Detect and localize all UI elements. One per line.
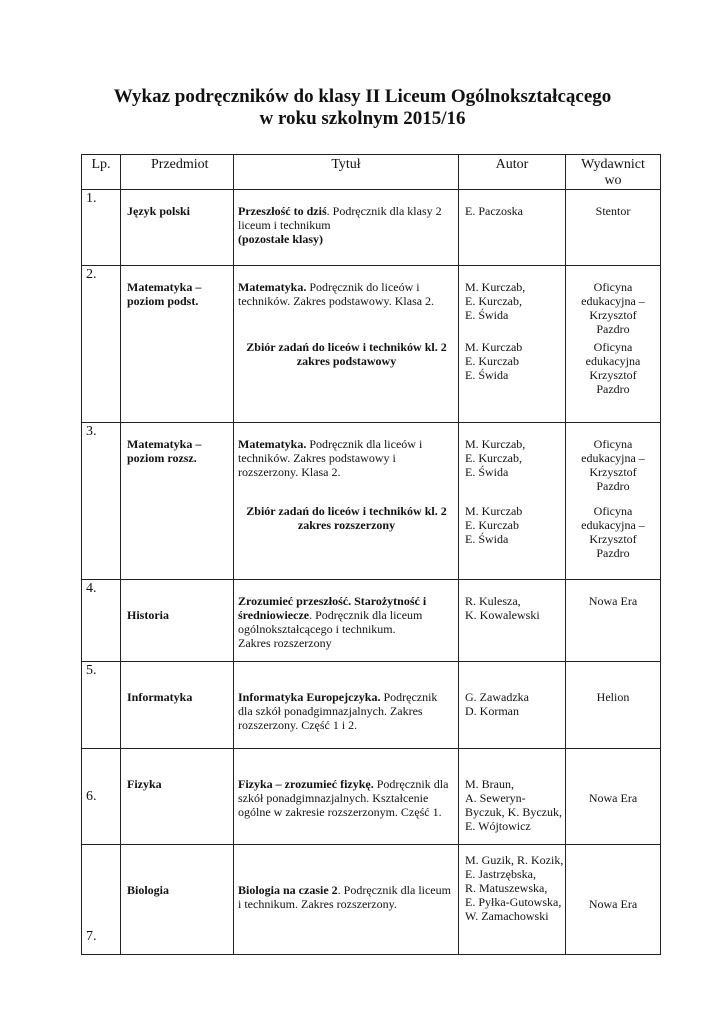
row-title <box>234 580 459 662</box>
book-description: Podręcznik dla liceów i techników. Zakres podstawowy i rozszerzony. Klasa 2. <box>238 437 423 479</box>
title-line-2: w roku szkolnym 2015/16 <box>259 108 466 129</box>
table-row <box>82 423 661 580</box>
row-subject: Biologia <box>121 845 234 955</box>
row-title <box>234 749 459 845</box>
book-note: (pozostałe klasy) <box>238 232 323 246</box>
row-publisher: Nowa Era <box>566 845 661 955</box>
table-row <box>82 662 661 749</box>
textbook-table <box>81 154 661 955</box>
title-line-1: Wykaz podręczników do klasy II Liceum Ogólnokształcącego <box>113 86 612 107</box>
book-title: Zrozumieć przeszłość. Starożytność i średniowiecze <box>238 594 427 622</box>
row-publisher <box>566 266 661 423</box>
row-publisher <box>566 423 661 580</box>
book-title: Przeszłość to dziś <box>238 204 327 218</box>
table-row <box>82 266 661 423</box>
row-number: 5. <box>82 662 121 749</box>
exercise-book-title: Zbiór zadań do liceów i techników kl. 2 zakres rozszerzony <box>246 504 447 532</box>
table-row <box>82 845 661 955</box>
row-number: 6. <box>82 749 121 845</box>
row-publisher: Nowa Era <box>566 580 661 662</box>
author-exercise: M. Kurczab E. Kurczab E. Świda <box>465 340 523 382</box>
row-title <box>234 845 459 955</box>
row-publisher: Helion <box>566 662 661 749</box>
table-row <box>82 749 661 845</box>
document-title <box>0 86 725 130</box>
book-description: Podręcznik dla szkół ponadgimnazjalnych. Kształcenie ogólne w zakresie rozszerzonym. Część 1. <box>238 777 449 819</box>
book-description: . Podręcznik dla liceum ogólnokształcącego i technikum. Zakres rozszerzony <box>238 608 423 650</box>
book-title: Fizyka – zrozumieć fizykę. <box>238 777 374 791</box>
publisher-main: Oficyna edukacyjna – Krzysztof Pazdro <box>581 280 645 336</box>
book-description: Podręcznik do liceów i techników. Zakres podstawowy. Klasa 2. <box>238 280 435 308</box>
row-subject: Fizyka <box>121 749 234 845</box>
book-title: Informatyka Europejczyka. <box>238 690 381 704</box>
row-number: 3. <box>82 423 121 580</box>
author-exercise: M. Kurczab E. Kurczab E. Świda <box>465 504 523 546</box>
header-subject: Przedmiot <box>121 155 234 190</box>
row-subject: Matematyka – poziom podst. <box>121 266 234 423</box>
row-author <box>459 266 566 423</box>
row-author: M. Guzik, R. Kozik, E. Jastrzębska, R. Matuszewska, E. Pyłka-Gutowska, W. Zamachowski <box>459 845 566 955</box>
publisher-main: Oficyna edukacyjna – Krzysztof Pazdro <box>581 437 645 493</box>
row-title <box>234 266 459 423</box>
row-number: 1. <box>82 190 121 266</box>
book-description: Podręcznik dla szkół ponadgimnazjalnych. Zakres rozszerzony. Część 1 i 2. <box>238 690 438 732</box>
row-number: 4. <box>82 580 121 662</box>
row-author: M. Braun, A. Seweryn- Byczuk, K. Byczuk, E. Wójtowicz <box>459 749 566 845</box>
header-lp: Lp. <box>82 155 121 190</box>
header-author: Autor <box>459 155 566 190</box>
row-publisher: Stentor <box>566 190 661 266</box>
header-row <box>82 155 661 190</box>
row-subject: Matematyka – poziom rozsz. <box>121 423 234 580</box>
book-title: Biologia na czasie 2 <box>238 883 338 897</box>
exercise-book-title: Zbiór zadań do liceów i techników kl. 2 zakres podstawowy <box>246 340 447 368</box>
book-description: . Podręcznik dla klasy 2 liceum i technikum <box>238 204 442 232</box>
row-number: 7. <box>82 845 121 955</box>
author-main: M. Kurczab, E. Kurczab, E. Świda <box>465 437 526 479</box>
row-author: G. Zawadzka D. Korman <box>459 662 566 749</box>
row-subject: Informatyka <box>121 662 234 749</box>
row-title <box>234 662 459 749</box>
row-number: 2. <box>82 266 121 423</box>
header-publisher: Wydawnict wo <box>566 155 661 190</box>
row-author <box>459 423 566 580</box>
header-title: Tytuł <box>234 155 459 190</box>
author-main: M. Kurczab, E. Kurczab, E. Świda <box>465 280 526 322</box>
book-title: Matematyka. <box>238 280 307 294</box>
publisher-exercise: Oficyna edukacyjna Krzysztof Pazdro <box>585 340 641 396</box>
row-title <box>234 190 459 266</box>
row-author: R. Kulesza, K. Kowalewski <box>459 580 566 662</box>
table-row <box>82 190 661 266</box>
table-row <box>82 580 661 662</box>
row-publisher: Nowa Era <box>566 749 661 845</box>
book-title: Matematyka. <box>238 437 307 451</box>
row-author: E. Paczoska <box>459 190 566 266</box>
row-title <box>234 423 459 580</box>
publisher-exercise: Oficyna edukacyjna – Krzysztof Pazdro <box>581 504 645 560</box>
row-subject: Język polski <box>121 190 234 266</box>
book-description: . Podręcznik dla liceum i technikum. Zakres rozszerzony. <box>238 883 451 911</box>
row-subject: Historia <box>121 580 234 662</box>
